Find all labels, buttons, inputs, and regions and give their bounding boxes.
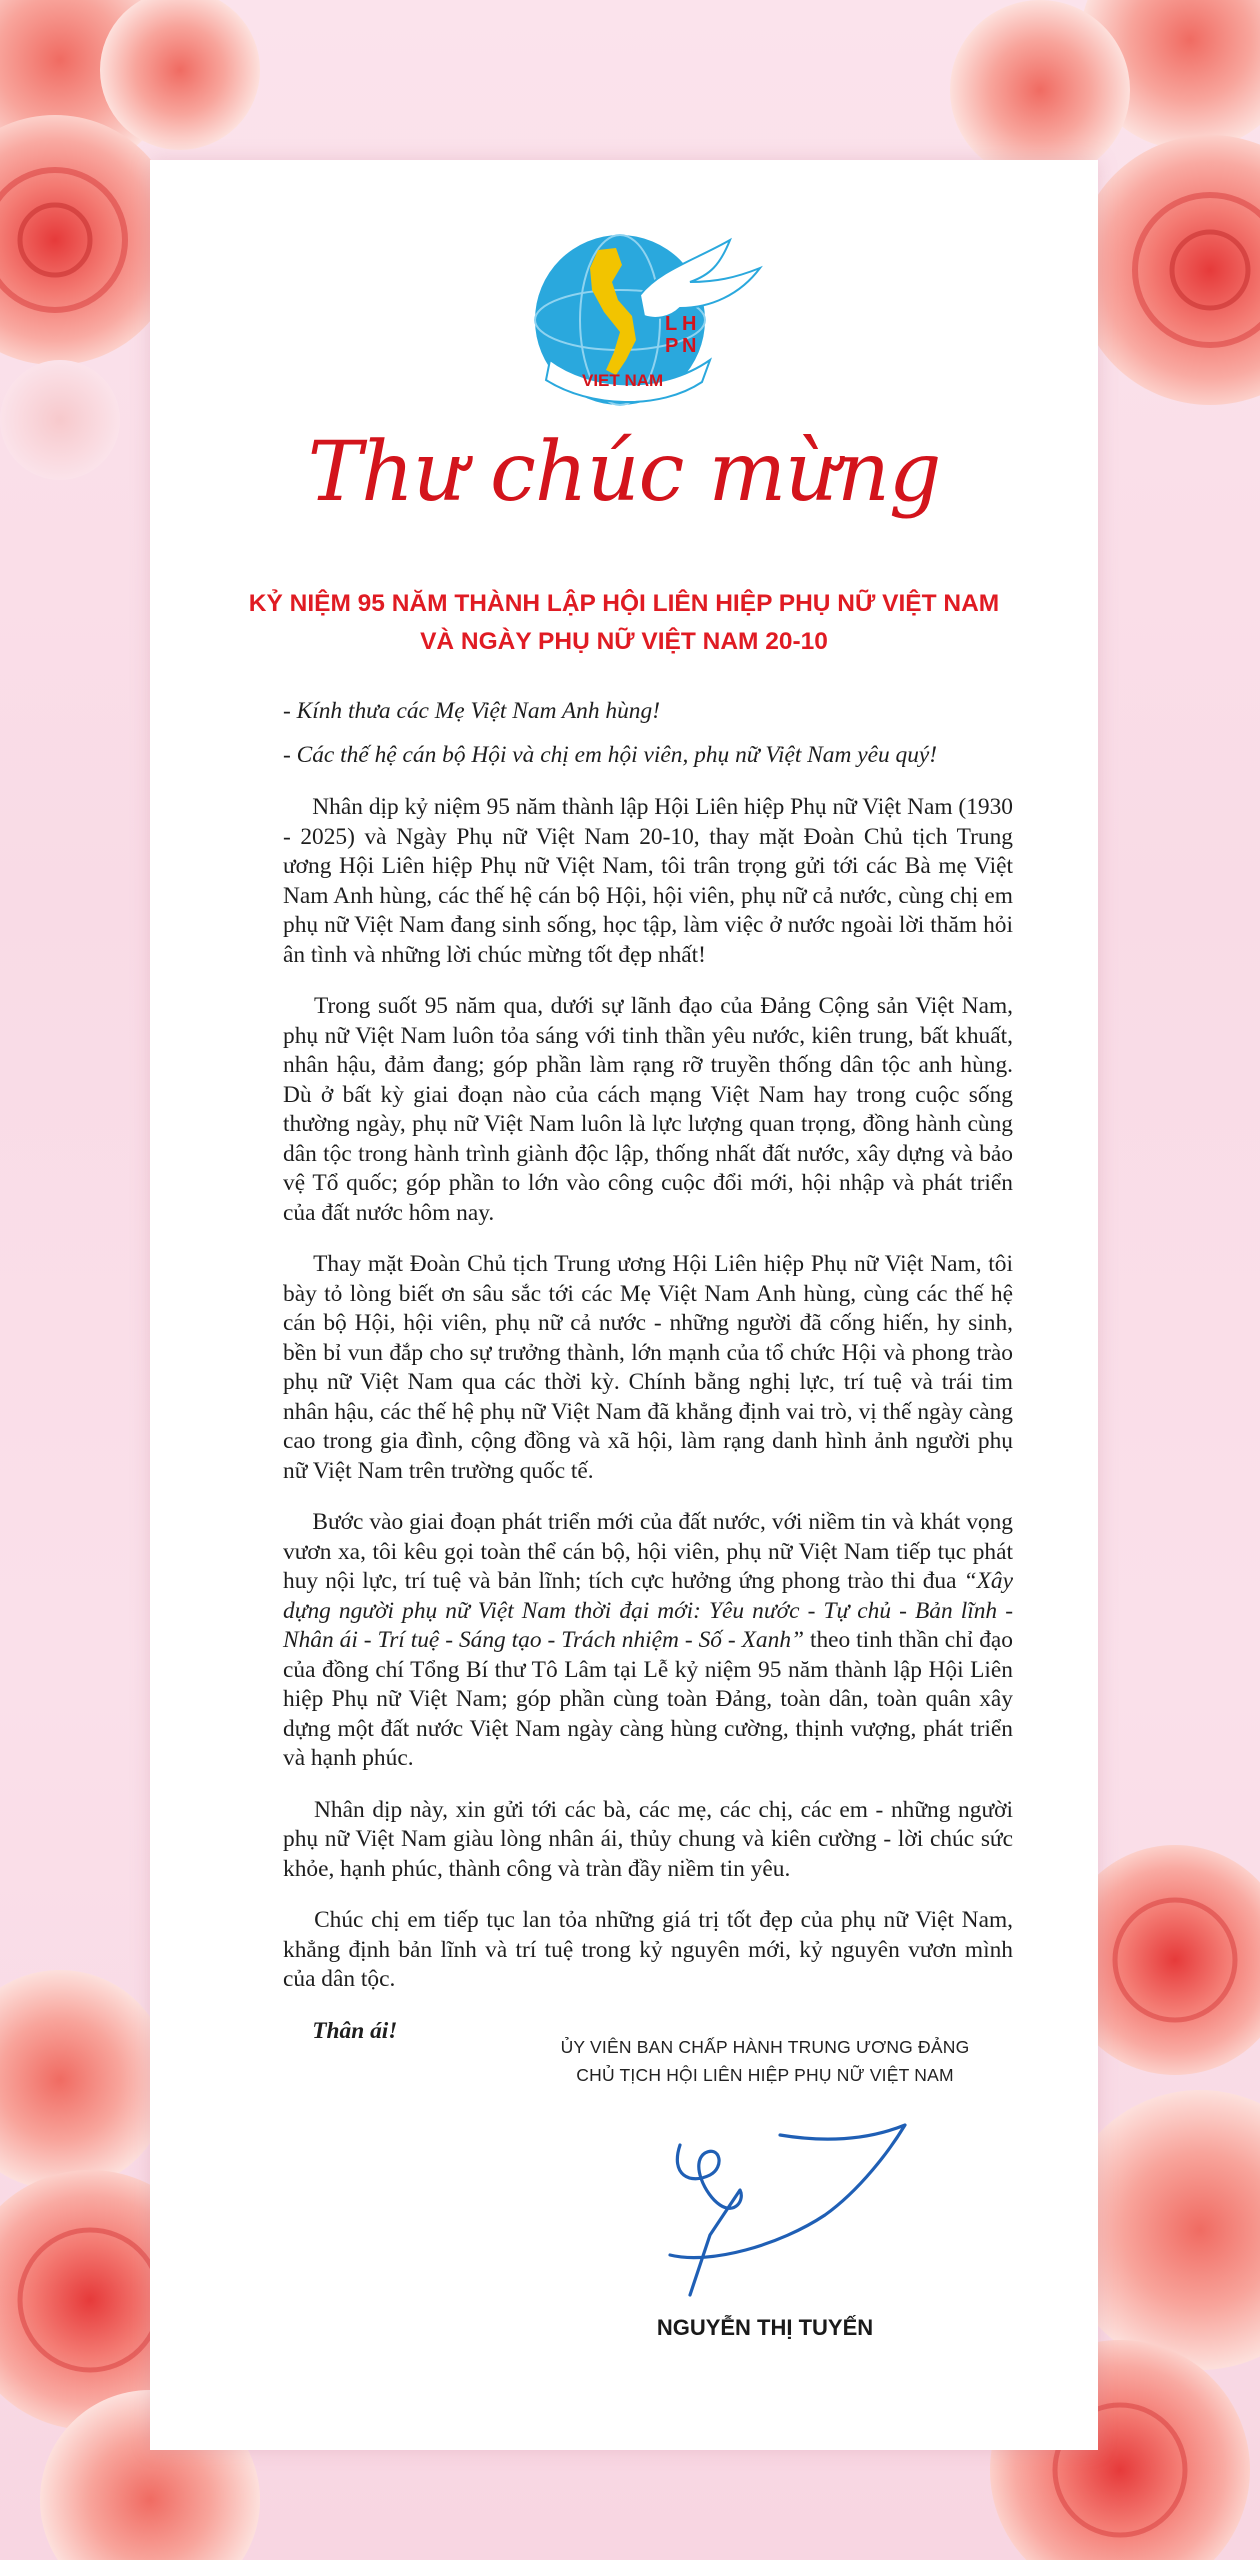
campaign-name: “Xây dựng người phụ nữ Việt Nam thời đại mới: Yêu nước - Tự chủ - Bản lĩnh - Nhân ái - Trí tuệ - Sáng tạo - Trách nhiệm - Số - Xanh” bbox=[283, 1568, 1013, 1653]
letter-heading bbox=[150, 585, 1098, 661]
logo-letter-p: P bbox=[665, 335, 679, 357]
heading-line-2: VÀ NGÀY PHỤ NỮ VIỆT NAM 20-10 bbox=[420, 628, 828, 655]
logo-letter-n: N bbox=[682, 335, 697, 357]
script-title: Thư chúc mừng bbox=[307, 425, 941, 520]
logo-letter-l: L bbox=[665, 313, 678, 335]
closing: Thân ái! bbox=[312, 2017, 398, 2044]
paragraph-3: Thay mặt Đoàn Chủ tịch Trung ương Hội Liên hiệp Phụ nữ Việt Nam, tôi bày tỏ lòng biết ơn sâu sắc tới các Mẹ Việt Nam Anh hùng, cùng các thế hệ cán bộ Hội, hội viên, phụ nữ cả nước - những người đã cống hiến, hy sinh, bền bỉ vun đắp cho sự trưởng thành, lớn mạnh của tổ chức Hội và phong trào phụ nữ Việt Nam qua các thời kỳ. Chính bằng nghị lực, trí tuệ và trái tim nhân hậu, các thế hệ phụ nữ Việt Nam đã khẳng định vai trò, vị thế ngày càng cao trong gia đình, cộng đồng và xã hội, làm rạng danh hình ảnh người phụ nữ Việt Nam trên trường quốc tế. bbox=[283, 1251, 1013, 1484]
paragraph-1: Nhân dịp kỷ niệm 95 năm thành lập Hội Liên hiệp Phụ nữ Việt Nam (1930 - 2025) và Ngày Phụ nữ Việt Nam 20-10, thay mặt Đoàn Chủ tịch Trung ương Hội Liên hiệp Phụ nữ Việt Nam, tôi trân trọng gửi tới các Bà mẹ Việt Nam Anh hùng, các thế hệ cán bộ Hội, hội viên, phụ nữ cả nước, cùng chị em phụ nữ Việt Nam đang sinh sống, học tập, làm việc ở nước ngoài lời thăm hỏi ân tình và những lời chúc mừng tốt đẹp nhất! bbox=[283, 794, 1013, 968]
handwritten-signature bbox=[650, 2105, 910, 2305]
logo-letter-h: H bbox=[682, 313, 697, 335]
letter-body bbox=[283, 697, 1013, 2046]
paragraph-6: Chúc chị em tiếp tục lan tỏa những giá trị tốt đẹp của phụ nữ Việt Nam, khẳng định bản lĩnh và trí tuệ trong kỷ nguyên mới, kỷ nguyên vươn mình của dân tộc. bbox=[283, 1907, 1013, 1992]
logo-ribbon-text: VIET NAM bbox=[582, 371, 664, 390]
greeting-2: - Các thế hệ cán bộ Hội và chị em hội viên, phụ nữ Việt Nam yêu quý! bbox=[283, 741, 938, 768]
women-union-logo bbox=[520, 220, 770, 410]
signer-title-line-2: CHỦ TỊCH HỘI LIÊN HIỆP PHỤ NỮ VIỆT NAM bbox=[576, 2065, 954, 2085]
signer-title bbox=[545, 2033, 985, 2089]
letter-card bbox=[150, 160, 1098, 2450]
signer-title-line-1: ỦY VIÊN BAN CHẤP HÀNH TRUNG ƯƠNG ĐẢNG bbox=[560, 2037, 970, 2057]
paragraph-5: Nhân dịp này, xin gửi tới các bà, các mẹ, các chị, các em - những người phụ nữ Việt Nam giàu lòng nhân ái, thủy chung và kiên cường - lời chúc sức khỏe, hạnh phúc, thành công và tràn đầy niềm tin yêu. bbox=[283, 1796, 1013, 1882]
paragraph-2: Trong suốt 95 năm qua, dưới sự lãnh đạo của Đảng Cộng sản Việt Nam, phụ nữ Việt Nam luôn tỏa sáng với tinh thần yêu nước, kiên trung, bất khuất, nhân hậu, đảm đang; góp phần làm rạng rỡ truyền thống dân tộc anh hùng. Dù ở bất kỳ giai đoạn nào của cách mạng Việt Nam hay trong cuộc sống thường ngày, phụ nữ Việt Nam luôn là lực lượng quan trọng, đồng hành cùng dân tộc trong hành trình giành độc lập, thống nhất đất nước, xây dựng và bảo vệ Tổ quốc; góp phần to lớn vào công cuộc đổi mới, hội nhập và phát triển của đất nước hôm nay. bbox=[283, 993, 1014, 1226]
paragraph-4: Bước vào giai đoạn phát triển mới của đất nước, với niềm tin và khát vọng vươn xa, tôi kêu gọi toàn thể cán bộ, hội viên, phụ nữ Việt Nam tiếp tục phát huy nội lực, trí tuệ và bản lĩnh; tích cực hưởng ứng phong trào thi đua “Xây dựng người phụ nữ Việt Nam thời đại mới: Yêu nước - Tự chủ - Bản lĩnh - Nhân ái - Trí tuệ - Sáng tạo - Trách nhiệm - Số - Xanh” theo tinh thần chỉ đạo của đồng chí Tổng Bí thư Tô Lâm tại Lễ kỷ niệm 95 năm thành lập Hội Liên hiệp Phụ nữ Việt Nam; góp phần cùng toàn Đảng, toàn dân, toàn quân xây dựng một đất nước Việt Nam ngày càng hùng cường, thịnh vượng, phát triển và hạnh phúc. bbox=[283, 1509, 1013, 1771]
greeting-1: - Kính thưa các Mẹ Việt Nam Anh hùng! bbox=[283, 698, 660, 724]
heading-line-1: KỶ NIỆM 95 NĂM THÀNH LẬP HỘI LIÊN HIỆP PHỤ NỮ VIỆT NAM bbox=[248, 590, 1000, 617]
signer-name: NGUYỄN THỊ TUYẾN bbox=[656, 2315, 874, 2340]
